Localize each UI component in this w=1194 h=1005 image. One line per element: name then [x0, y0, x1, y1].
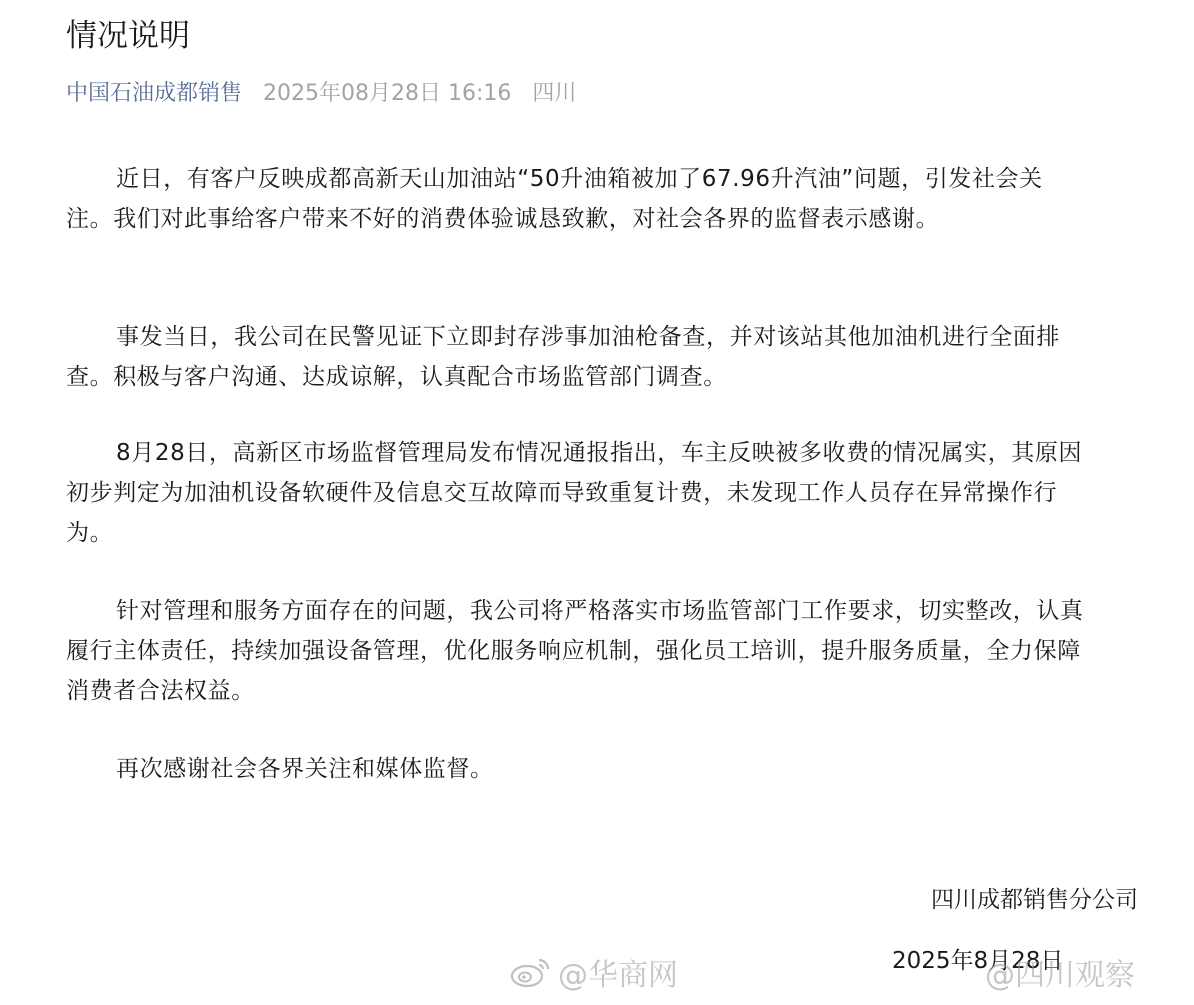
paragraph-4: 针对管理和服务方面存在的问题，我公司将严格落实市场监管部门工作要求，切实整改，认真履行主体责任，持续加强设备管理，优化服务响应机制，强化员工培训，提升服务质量，全力保障消费者合法权益。 [66, 598, 1084, 704]
publish-region: 四川 [532, 81, 577, 106]
paragraph-5: 再次感谢社会各界关注和媒体监督。 [116, 756, 494, 782]
signature-date: 2025年8月28日 [892, 948, 1064, 974]
watermark-text: @四川观察 [985, 958, 1135, 993]
article-title: 情况说明 [66, 18, 190, 54]
watermark-text: @华商网 [558, 958, 678, 993]
publish-time: 2025年08月28日 16:16 [263, 81, 512, 106]
watermark-sichuan-observe [985, 948, 1135, 996]
weibo-logo-icon [510, 955, 552, 989]
paragraph-2: 事发当日，我公司在民警见证下立即封存涉事加油枪备查，并对该站其他加油机进行全面排查。积极与客户沟通、达成谅解，认真配合市场监管部门调查。 [66, 324, 1060, 390]
source-account-link[interactable]: 中国石油成都销售 [66, 81, 243, 106]
watermark-huashang [510, 948, 678, 996]
paragraph-1: 近日，有客户反映成都高新天山加油站“50升油箱被加了67.96升汽油”问题，引发社会关注。我们对此事给客户带来不好的消费体验诚恳致歉，对社会各界的监督表示感谢。 [66, 166, 1043, 232]
signature-company: 四川成都销售分公司 [931, 887, 1138, 913]
paragraph-3: 8月28日，高新区市场监督管理局发布情况通报指出，车主反映被多收费的情况属实，其原因初步判定为加油机设备软硬件及信息交互故障而导致重复计费，未发现工作人员存在异常操作行为。 [66, 440, 1083, 546]
article-meta [66, 78, 576, 110]
